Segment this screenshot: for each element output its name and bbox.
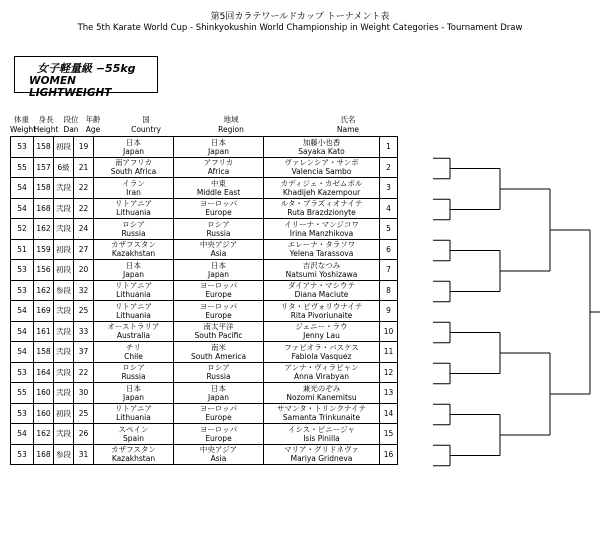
height-cell: 164: [34, 362, 54, 383]
weight-cell: 54: [11, 321, 34, 342]
region-cell: ロシア Russia: [174, 219, 264, 240]
country-cell: リトアニア Lithuania: [94, 301, 174, 322]
draw-number-cell: 14: [380, 403, 398, 424]
height-cell: 161: [34, 321, 54, 342]
country-cell: スペイン Spain: [94, 424, 174, 445]
dan-cell: 弐段: [54, 383, 74, 404]
age-cell: 24: [74, 219, 94, 240]
header-age: 年齢 Age: [85, 115, 101, 134]
dan-cell: 弐段: [54, 424, 74, 445]
dan-cell: 初段: [54, 403, 74, 424]
dan-cell: 参段: [54, 280, 74, 301]
height-cell: 168: [34, 444, 54, 465]
height-cell: 162: [34, 280, 54, 301]
name-cell: 吉沢なつみ Natsumi Yoshizawa: [264, 260, 380, 281]
weight-cell: 53: [11, 403, 34, 424]
age-cell: 26: [74, 424, 94, 445]
draw-number-cell: 4: [380, 198, 398, 219]
region-cell: 日本 Japan: [174, 260, 264, 281]
header-weight: 体重 Weight: [10, 115, 37, 134]
country-cell: ロシア Russia: [94, 362, 174, 383]
region-cell: アフリカ Africa: [174, 157, 264, 178]
age-cell: 25: [74, 301, 94, 322]
age-cell: 30: [74, 383, 94, 404]
draw-number-cell: 6: [380, 239, 398, 260]
dan-cell: 参段: [54, 444, 74, 465]
height-cell: 168: [34, 198, 54, 219]
draw-number-cell: 7: [380, 260, 398, 281]
header-dan: 段位 Dan: [63, 115, 79, 134]
weight-cell: 53: [11, 444, 34, 465]
region-cell: 中央アジア Asia: [174, 239, 264, 260]
country-cell: リトアニア Lithuania: [94, 403, 174, 424]
height-cell: 162: [34, 424, 54, 445]
age-cell: 32: [74, 280, 94, 301]
age-cell: 33: [74, 321, 94, 342]
draw-number-cell: 11: [380, 342, 398, 363]
title-english: The 5th Karate World Cup - Shinkyokushin World Championship in Weight Categories - Tournament Draw: [77, 23, 523, 33]
country-cell: ロシア Russia: [94, 219, 174, 240]
name-cell: カディジェ・カゼムポル Khadijeh Kazempour: [264, 178, 380, 199]
country-cell: 南アフリカ South Africa: [94, 157, 174, 178]
weight-cell: 52: [11, 219, 34, 240]
height-cell: 159: [34, 239, 54, 260]
draw-number-cell: 3: [380, 178, 398, 199]
name-cell: アンナ・ヴィラビャン Anna Virabyan: [264, 362, 380, 383]
dan-cell: 弐段: [54, 301, 74, 322]
name-cell: ファビオラ・バスケス Fabiola Vasquez: [264, 342, 380, 363]
draw-number-cell: 12: [380, 362, 398, 383]
height-cell: 156: [34, 260, 54, 281]
draw-number-cell: 9: [380, 301, 398, 322]
name-cell: エレーナ・タラソワ Yelena Tarassova: [264, 239, 380, 260]
country-cell: 日本 Japan: [94, 137, 174, 158]
dan-cell: 弐段: [54, 219, 74, 240]
country-cell: カザフスタン Kazakhstan: [94, 444, 174, 465]
dan-cell: 弐段: [54, 321, 74, 342]
header-height: 身長 Height: [33, 115, 59, 134]
country-cell: カザフスタン Kazakhstan: [94, 239, 174, 260]
name-cell: マリア・グリドネヴァ Mariya Gridneva: [264, 444, 380, 465]
name-cell: 加藤小也香 Sayaka Kato: [264, 137, 380, 158]
draw-number-cell: 8: [380, 280, 398, 301]
region-cell: 日本 Japan: [174, 137, 264, 158]
dan-cell: 弐段: [54, 362, 74, 383]
weight-cell: 54: [11, 301, 34, 322]
region-cell: 中央アジア Asia: [174, 444, 264, 465]
height-cell: 158: [34, 178, 54, 199]
region-cell: 南米 South America: [174, 342, 264, 363]
region-cell: 中東 Middle East: [174, 178, 264, 199]
country-cell: イラン Iran: [94, 178, 174, 199]
dan-cell: 弐段: [54, 342, 74, 363]
country-cell: 日本 Japan: [94, 260, 174, 281]
weight-cell: 55: [11, 383, 34, 404]
region-cell: ヨーロッパ Europe: [174, 403, 264, 424]
name-cell: ダイアナ・マシウテ Diana Maciute: [264, 280, 380, 301]
region-cell: ヨーロッパ Europe: [174, 301, 264, 322]
draw-number-cell: 1: [380, 137, 398, 158]
weight-cell: 54: [11, 198, 34, 219]
name-cell: イシス・ピニージャ Isis Pinilla: [264, 424, 380, 445]
weight-cell: 53: [11, 260, 34, 281]
age-cell: 22: [74, 178, 94, 199]
region-cell: 南太平洋 South Pacific: [174, 321, 264, 342]
age-cell: 21: [74, 157, 94, 178]
draw-number-cell: 15: [380, 424, 398, 445]
draw-number-cell: 5: [380, 219, 398, 240]
height-cell: 157: [34, 157, 54, 178]
dan-cell: 弐段: [54, 198, 74, 219]
region-cell: 日本 Japan: [174, 383, 264, 404]
title-japanese: 第5回カラテワールドカップ トーナメント表: [210, 12, 390, 22]
country-cell: リトアニア Lithuania: [94, 280, 174, 301]
dan-cell: 弐段: [54, 178, 74, 199]
weight-cell: 53: [11, 137, 34, 158]
draw-number-cell: 16: [380, 444, 398, 465]
dan-cell: 初段: [54, 260, 74, 281]
name-cell: リタ・ピヴォリウナイテ Rita Pivoriunaite: [264, 301, 380, 322]
age-cell: 19: [74, 137, 94, 158]
country-cell: チリ Chile: [94, 342, 174, 363]
weight-cell: 54: [11, 424, 34, 445]
age-cell: 20: [74, 260, 94, 281]
country-cell: 日本 Japan: [94, 383, 174, 404]
draw-number-cell: 10: [380, 321, 398, 342]
height-cell: 169: [34, 301, 54, 322]
height-cell: 160: [34, 383, 54, 404]
name-cell: サマンタ・トリンクナイテ Samanta Trinkunaite: [264, 403, 380, 424]
age-cell: 22: [74, 362, 94, 383]
category-english: WOMEN LIGHTWEIGHT: [29, 75, 112, 99]
dan-cell: 初段: [54, 239, 74, 260]
age-cell: 27: [74, 239, 94, 260]
header-country: 国 Country: [131, 115, 161, 134]
country-cell: オーストラリア Australia: [94, 321, 174, 342]
region-cell: ヨーロッパ Europe: [174, 280, 264, 301]
dan-cell: 初段: [54, 137, 74, 158]
age-cell: 37: [74, 342, 94, 363]
weight-cell: 54: [11, 178, 34, 199]
header-region: 地域 Region: [218, 115, 244, 134]
age-cell: 22: [74, 198, 94, 219]
weight-cell: 53: [11, 280, 34, 301]
height-cell: 162: [34, 219, 54, 240]
name-cell: ルタ・ブラズィオナイテ Ruta Brazdzionyte: [264, 198, 380, 219]
age-cell: 31: [74, 444, 94, 465]
name-cell: ジェニー・ラウ Jenny Lau: [264, 321, 380, 342]
height-cell: 160: [34, 403, 54, 424]
height-cell: 158: [34, 137, 54, 158]
weight-cell: 54: [11, 342, 34, 363]
region-cell: ヨーロッパ Europe: [174, 198, 264, 219]
name-cell: イリーナ・マンジコワ Irina Manzhikova: [264, 219, 380, 240]
header-name: 氏名 Name: [336, 115, 360, 134]
name-cell: 兼光のぞみ Nozomi Kanemitsu: [264, 383, 380, 404]
name-cell: ヴァレンシア・サンボ Valencia Sambo: [264, 157, 380, 178]
dan-cell: 6級: [54, 157, 74, 178]
draw-number-cell: 13: [380, 383, 398, 404]
weight-cell: 53: [11, 362, 34, 383]
weight-cell: 55: [11, 157, 34, 178]
age-cell: 25: [74, 403, 94, 424]
draw-number-cell: 2: [380, 157, 398, 178]
height-cell: 158: [34, 342, 54, 363]
region-cell: ヨーロッパ Europe: [174, 424, 264, 445]
weight-cell: 51: [11, 239, 34, 260]
country-cell: リトアニア Lithuania: [94, 198, 174, 219]
region-cell: ロシア Russia: [174, 362, 264, 383]
category-japanese: 女子軽量級 −55kg: [37, 62, 136, 75]
